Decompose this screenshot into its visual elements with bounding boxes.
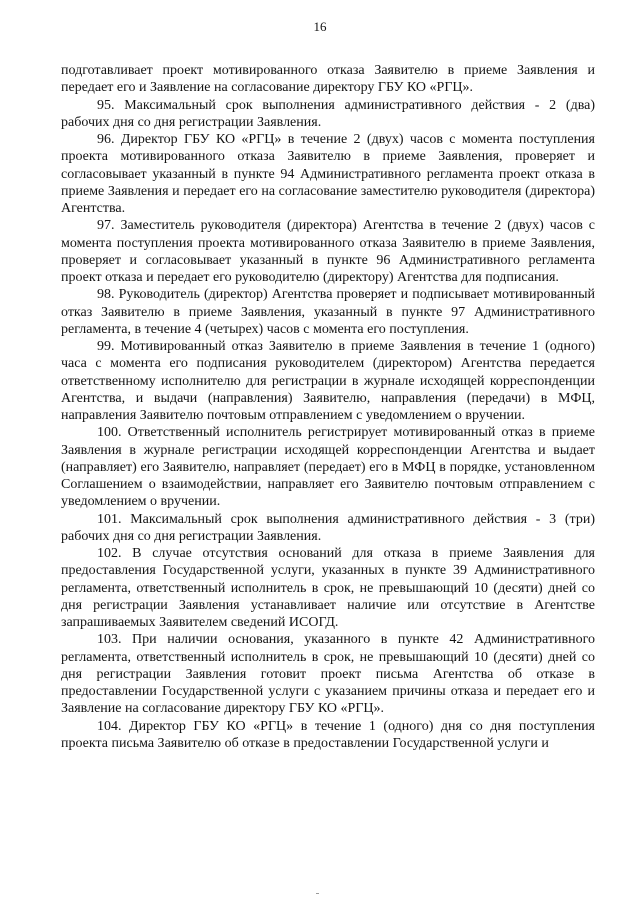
paragraph-99: 99. Мотивированный отказ Заявителю в приеме Заявления в течение 1 (одного) часа с момента его подписания руководителем (директором) Агентства передается ответственному исполнителю для регистрации в журнале исходящей корреспонденции Агентства, и выдачи (направления) Заявителю, направления (передачи) в МФЦ, направления Заявителю почтовым отправлением с уведомлением о вручении.: [61, 339, 595, 423]
scan-dot: [316, 893, 319, 894]
paragraph-96: 96. Директор ГБУ КО «РГЦ» в течение 2 (двух) часов с момента поступления проекта мотивированного отказа Заявителю в приеме Заявления, проверяет и согласовывает указанный в пункте 94 Административного регламента проект отказа в приеме Заявления и передает его на согласование заместителю руководителя (директора) Агентства.: [61, 132, 595, 216]
paragraph-102: 102. В случае отсутствия оснований для отказа в приеме Заявления для предоставления Государственной услуги, указанных в пункте 39 Административного регламента, ответственный исполнитель в срок, не превышающий 10 (десяти) дней со дня регистрации Заявления устанавливает наличие или отсутствие в Агентстве запрашиваемых Заявителем сведений ИСОГД.: [61, 546, 595, 630]
document-body: [61, 62, 595, 752]
paragraph-103: 103. При наличии основания, указанного в пункте 42 Административного регламента, ответственный исполнитель в срок, не превышающий 10 (десяти) дней со дня регистрации Заявления готовит проект письма Агентства об отказе в предоставлении Государственной услуги с указанием причины отказа и передает его и Заявление на согласование директору ГБУ КО «РГЦ».: [61, 632, 595, 717]
page-number: 16: [313, 19, 327, 34]
paragraph-98: 98. Руководитель (директор) Агентства проверяет и подписывает мотивированный отказ Заявителю в приеме Заявления, указанный в пункте 97 Административного регламента, в течение 4 (четырех) часов с момента его поступления.: [61, 287, 595, 337]
paragraph-97: 97. Заместитель руководителя (директора) Агентства в течение 2 (двух) часов с момента поступления проекта мотивированного отказа Заявителю в приеме Заявления, проверяет и согласовывает указанный в пункте 96 Административного регламента проект отказа и передает его руководителю (директору) Агентства для подписания.: [61, 218, 595, 285]
paragraph-101: 101. Максимальный срок выполнения административного действия - 3 (три) рабочих дня со дня регистрации Заявления.: [61, 511, 595, 544]
paragraph-104: 104. Директор ГБУ КО «РГЦ» в течение 1 (одного) дня со дня поступления проекта письма Заявителю об отказе в предоставлении Государственной услуги и: [61, 718, 595, 751]
paragraph-continuation: подготавливает проект мотивированного отказа Заявителю в приеме Заявления и передает его и Заявление на согласование директору ГБУ КО «РГЦ».: [61, 63, 595, 96]
paragraph-95: 95. Максимальный срок выполнения административного действия - 2 (два) рабочих дня со дня регистрации Заявления.: [61, 97, 595, 130]
paragraph-100: 100. Ответственный исполнитель регистрирует мотивированный отказ в приеме Заявления в журнале регистрации исходящей корреспонденции Агентства и выдает (направляет) его Заявителю, направляет (передает) его в МФЦ в порядке, установленном Соглашением о взаимодействии, направляет его Заявителю почтовым отправлением с уведомлением о вручении.: [61, 425, 595, 510]
